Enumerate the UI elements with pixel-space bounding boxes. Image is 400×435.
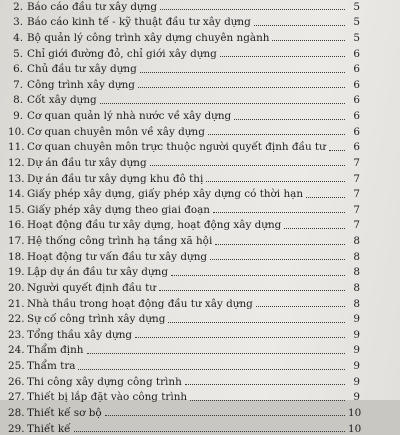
toc-entry-page: 6 <box>353 63 360 76</box>
toc-entry-title: Người quyết định đầu tư <box>27 281 156 294</box>
toc-entry-number: 23. <box>8 328 25 341</box>
toc-entry <box>8 388 360 404</box>
toc-entry <box>8 123 360 139</box>
toc-entry-title: Nhà thầu trong hoạt động đầu tư xây dựng <box>27 297 253 310</box>
toc-entry <box>8 154 360 170</box>
dot-leader <box>234 119 345 120</box>
toc-entry-title: Hoạt động đầu tư xây dựng, hoạt động xây dựng <box>27 219 282 232</box>
toc-entry-number: 4. <box>13 31 23 44</box>
toc-entry-page: 7 <box>353 156 360 169</box>
dot-leader <box>74 431 345 432</box>
toc-entry-number: 7. <box>13 78 23 91</box>
toc-entry-number: 8. <box>13 94 23 107</box>
dot-leader <box>150 165 345 166</box>
dot-leader <box>87 353 345 354</box>
toc-entry-number: 16. <box>8 219 25 232</box>
toc-entry-page: 6 <box>353 78 360 91</box>
toc-entry-page: 9 <box>353 360 360 373</box>
dot-leader <box>171 275 345 276</box>
dot-leader <box>220 56 345 57</box>
toc-entry-page: 9 <box>353 328 360 341</box>
table-of-contents <box>8 0 360 435</box>
dot-leader <box>272 40 345 41</box>
toc-entry-title: Cốt xây dựng <box>27 94 97 107</box>
toc-entry-number: 18. <box>8 250 25 263</box>
dot-leader <box>160 9 345 10</box>
toc-entry <box>8 44 360 60</box>
toc-entry <box>8 294 360 310</box>
toc-entry-title: Dự án đầu tư xây dựng <box>27 156 147 169</box>
toc-entry-title: Thẩm tra <box>27 360 76 373</box>
toc-entry-page: 8 <box>353 297 360 310</box>
toc-entry-title: Sự cố công trình xây dựng <box>27 313 166 326</box>
toc-entry-page: 6 <box>353 94 360 107</box>
toc-entry <box>8 216 360 232</box>
toc-entry-title: Thẩm định <box>27 344 84 357</box>
toc-entry <box>8 326 360 342</box>
toc-entry <box>8 107 360 123</box>
toc-entry-page: 5 <box>353 0 360 13</box>
toc-entry-page: 5 <box>353 31 360 44</box>
dot-leader <box>190 400 345 401</box>
toc-entry-number: 20. <box>8 281 25 294</box>
dot-leader <box>135 337 345 338</box>
toc-entry-title: Thi công xây dựng công trình <box>27 375 182 388</box>
toc-entry-page: 5 <box>353 16 360 29</box>
toc-entry-page: 10 <box>348 406 362 419</box>
dot-leader <box>284 228 345 229</box>
toc-entry-number: 2. <box>13 0 23 13</box>
dot-leader <box>306 197 345 198</box>
toc-entry <box>8 138 360 154</box>
dot-leader <box>206 181 345 182</box>
toc-entry-number: 19. <box>8 266 25 279</box>
dot-leader <box>140 72 345 73</box>
dot-leader <box>208 134 345 135</box>
toc-entry <box>8 0 360 13</box>
dot-leader <box>168 322 345 323</box>
toc-entry-page: 6 <box>353 47 360 60</box>
toc-entry-number: 3. <box>13 16 23 29</box>
toc-entry-title: Công trình xây dựng <box>27 78 135 91</box>
toc-entry-page: 7 <box>353 172 360 185</box>
dot-leader <box>78 369 345 370</box>
toc-entry-title: Hệ thống công trình hạ tầng xã hội <box>27 235 213 248</box>
toc-entry-page: 7 <box>353 219 360 232</box>
toc-entry-number: 9. <box>13 110 23 123</box>
toc-entry-title: Cơ quan chuyên môn về xây dựng <box>27 125 205 138</box>
toc-entry-title: Báo cáo đầu tư xây dựng <box>27 0 158 13</box>
dot-leader <box>138 87 345 88</box>
toc-entry-title: Tổng thầu xây dựng <box>27 328 133 341</box>
toc-entry <box>8 201 360 217</box>
dot-leader <box>254 25 345 26</box>
toc-entry-number: 22. <box>8 313 25 326</box>
dot-leader <box>210 259 345 260</box>
toc-entry-number: 17. <box>8 235 25 248</box>
toc-entry <box>8 91 360 107</box>
dot-leader <box>213 212 345 213</box>
toc-entry-title: Lập dự án đầu tư xây dựng <box>27 266 168 279</box>
toc-entry-number: 5. <box>13 47 23 60</box>
toc-entry-title: Giấy phép xây dựng theo giai đoạn <box>27 203 210 216</box>
toc-entry-number: 24. <box>8 344 25 357</box>
toc-entry-number: 11. <box>8 141 25 154</box>
toc-entry-number: 28. <box>8 406 25 419</box>
toc-entry-title: Chủ đầu tư xây dựng <box>27 63 137 76</box>
dot-leader <box>329 150 345 151</box>
toc-entry-page: 8 <box>353 281 360 294</box>
toc-entry-number: 21. <box>8 297 25 310</box>
toc-entry <box>8 279 360 295</box>
dot-leader <box>159 290 345 291</box>
toc-entry-page: 7 <box>353 188 360 201</box>
dot-leader <box>105 415 345 416</box>
toc-entry-number: 14. <box>8 188 25 201</box>
toc-entry-page: 9 <box>353 344 360 357</box>
toc-entry-title: Dự án đầu tư xây dựng khu đô thị <box>27 172 204 185</box>
toc-entry <box>8 404 360 420</box>
toc-entry-page: 9 <box>353 375 360 388</box>
toc-entry-number: 10. <box>8 125 25 138</box>
toc-entry <box>8 60 360 76</box>
toc-entry-page: 8 <box>353 250 360 263</box>
toc-entry <box>8 185 360 201</box>
toc-entry-title: Bộ quản lý công trình xây dựng chuyên ngành <box>27 31 270 44</box>
toc-entry-number: 6. <box>13 63 23 76</box>
toc-entry-title: Cơ quan chuyên môn trực thuộc người quyết định đầu tư <box>27 141 326 154</box>
toc-entry-title: Chỉ giới đường đỏ, chỉ giới xây dựng <box>27 47 217 60</box>
toc-entry-title: Giấy phép xây dựng, giấy phép xây dựng có thời hạn <box>27 188 304 201</box>
toc-entry-page: 9 <box>353 391 360 404</box>
toc-entry <box>8 341 360 357</box>
dot-leader <box>100 103 345 104</box>
toc-entry <box>8 419 360 435</box>
toc-entry-number: 15. <box>8 203 25 216</box>
toc-entry-number: 25. <box>8 360 25 373</box>
toc-entry-title: Thiết kế <box>27 422 71 435</box>
toc-entry-number: 12. <box>8 156 25 169</box>
toc-entry-page: 8 <box>353 266 360 279</box>
toc-entry-number: 13. <box>8 172 25 185</box>
toc-entry <box>8 29 360 45</box>
toc-entry-page: 8 <box>353 235 360 248</box>
toc-entry-number: 27. <box>8 391 25 404</box>
toc-entry <box>8 310 360 326</box>
toc-entry <box>8 248 360 264</box>
toc-entry <box>8 357 360 373</box>
toc-entry <box>8 263 360 279</box>
toc-entry <box>8 373 360 389</box>
toc-entry <box>8 76 360 92</box>
toc-entry-title: Thiết kế sơ bộ <box>27 406 102 419</box>
toc-entry-number: 29. <box>8 422 25 435</box>
toc-entry-page: 7 <box>353 203 360 216</box>
toc-entry-title: Cơ quan quản lý nhà nước về xây dựng <box>27 110 232 123</box>
toc-entry <box>8 13 360 29</box>
toc-entry-page: 6 <box>353 110 360 123</box>
toc-entry-title: Báo cáo kinh tế - kỹ thuật đầu tư xây dựng <box>27 16 251 29</box>
toc-entry-page: 9 <box>353 313 360 326</box>
dot-leader <box>185 384 345 385</box>
toc-entry <box>8 232 360 248</box>
dot-leader <box>215 244 345 245</box>
toc-entry-title: Thiết bị lắp đặt vào công trình <box>27 391 188 404</box>
toc-entry-page: 10 <box>348 422 362 435</box>
toc-entry-number: 26. <box>8 375 25 388</box>
toc-entry-page: 6 <box>353 141 360 154</box>
toc-entry <box>8 169 360 185</box>
dot-leader <box>256 306 345 307</box>
toc-entry-title: Hoạt động tư vấn đầu tư xây dựng <box>27 250 208 263</box>
toc-entry-page: 6 <box>353 125 360 138</box>
